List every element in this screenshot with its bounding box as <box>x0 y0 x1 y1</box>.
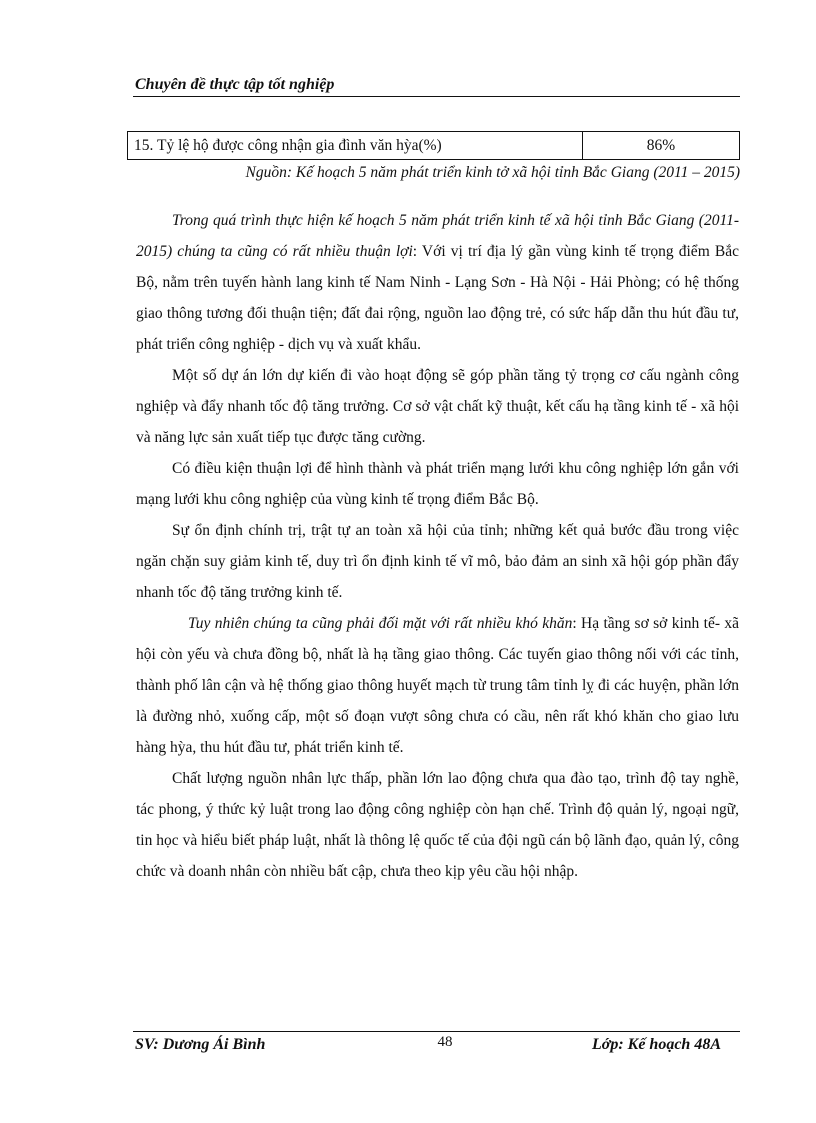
paragraph-text: : Với vị trí địa lý gần vùng kinh tế trọng điểm Bắc Bộ, nằm trên tuyến hành lang kinh tế Nam Ninh - Lạng Sơn - Hà Nội - Hải Phòng; có hệ thống giao thông tương đối thuận tiện; đất đai rộng, nguồn lao động trẻ, có sức hấp dẫn thu hút đầu tư, phát triển công nghiệp - dịch vụ và xuất khẩu. <box>136 243 739 353</box>
table-cell-value: 86% <box>583 132 740 160</box>
paragraph-advantages <box>136 205 739 360</box>
paragraph-human-resources <box>136 763 739 887</box>
paragraph-industrial-zones <box>136 453 739 515</box>
paragraph-lead-italic: Tuy nhiên chúng ta cũng phải đối mặt với rất nhiều khó khăn <box>188 615 573 632</box>
source-note: Nguồn: Kế hoạch 5 năm phát triển kinh tở xã hội tỉnh Bắc Giang (2011 – 2015) <box>245 164 740 181</box>
statistics-table <box>127 131 740 160</box>
body-text <box>136 205 739 887</box>
header-divider <box>133 96 740 97</box>
table-row <box>128 132 740 160</box>
footer-student-name: SV: Dương Ái Bình <box>135 1036 266 1053</box>
page-number: 48 <box>437 1034 453 1050</box>
paragraph-text: : Hạ tầng sơ sở kinh tế- xã hội còn yếu và chưa đồng bộ, nhất là hạ tầng giao thông. Các tuyến giao thông nối với các tỉnh, thành phố lân cận và hệ thống giao thông huyết mạch từ trung tâm tỉnh lỵ đi các huyện, phần lớn là đường nhỏ, xuống cấp, một số đoạn vượt sông chưa có cầu, nên rất khó khăn cho giao lưu hàng hỳa, thu hút đầu tư, phát triển kinh tế. <box>136 615 739 756</box>
paragraph-lead-italic: Trong quá trình thực hiện kế hoạch 5 năm phát triển kinh tế xã hội tỉnh Bắc Giang (2011-2015) chúng ta cũng có rất nhiều thuận lợi <box>136 212 739 260</box>
footer-class-name: Lớp: Kế hoạch 48A <box>591 1036 721 1053</box>
paragraph-text: Sự ổn định chính trị, trật tự an toàn xã hội của tỉnh; những kết quả bước đầu trong việc ngăn chặn suy giảm kinh tế, duy trì ổn định kinh tế vĩ mô, bảo đảm an sinh xã hội góp phần đẩy nhanh tốc độ tăng trưởng kinh tế. <box>136 522 739 601</box>
table-cell-label: 15. Tỷ lệ hộ được công nhận gia đình văn hỳa(%) <box>128 132 583 160</box>
paragraph-stability <box>136 515 739 608</box>
paragraph-text: Có điều kiện thuận lợi để hình thành và phát triển mạng lưới khu công nghiệp lớn gắn với mạng lưới khu công nghiệp của vùng kinh tế trọng điểm Bắc Bộ. <box>136 460 739 508</box>
paragraph-projects <box>136 360 739 453</box>
footer-divider <box>133 1031 740 1032</box>
paragraph-text: Một số dự án lớn dự kiến đi vào hoạt động sẽ góp phần tăng tỷ trọng cơ cấu ngành công nghiệp và đẩy nhanh tốc độ tăng trưởng. Cơ sở vật chất kỹ thuật, kết cấu hạ tầng kinh tế - xã hội và năng lực sản xuất tiếp tục được tăng cường. <box>136 367 739 446</box>
running-header-title: Chuyên đề thực tập tốt nghiệp <box>135 76 335 93</box>
paragraph-difficulties <box>136 608 739 763</box>
paragraph-text: Chất lượng nguồn nhân lực thấp, phần lớn lao động chưa qua đào tạo, trình độ tay nghề, tác phong, ý thức kỷ luật trong lao động công nghiệp còn hạn chế. Trình độ quản lý, ngoại ngữ, tin học và hiểu biết pháp luật, nhất là thông lệ quốc tế của đội ngũ cán bộ lãnh đạo, quản lý, công chức và doanh nhân còn nhiều bất cập, chưa theo kịp yêu cầu hội nhập. <box>136 770 739 880</box>
